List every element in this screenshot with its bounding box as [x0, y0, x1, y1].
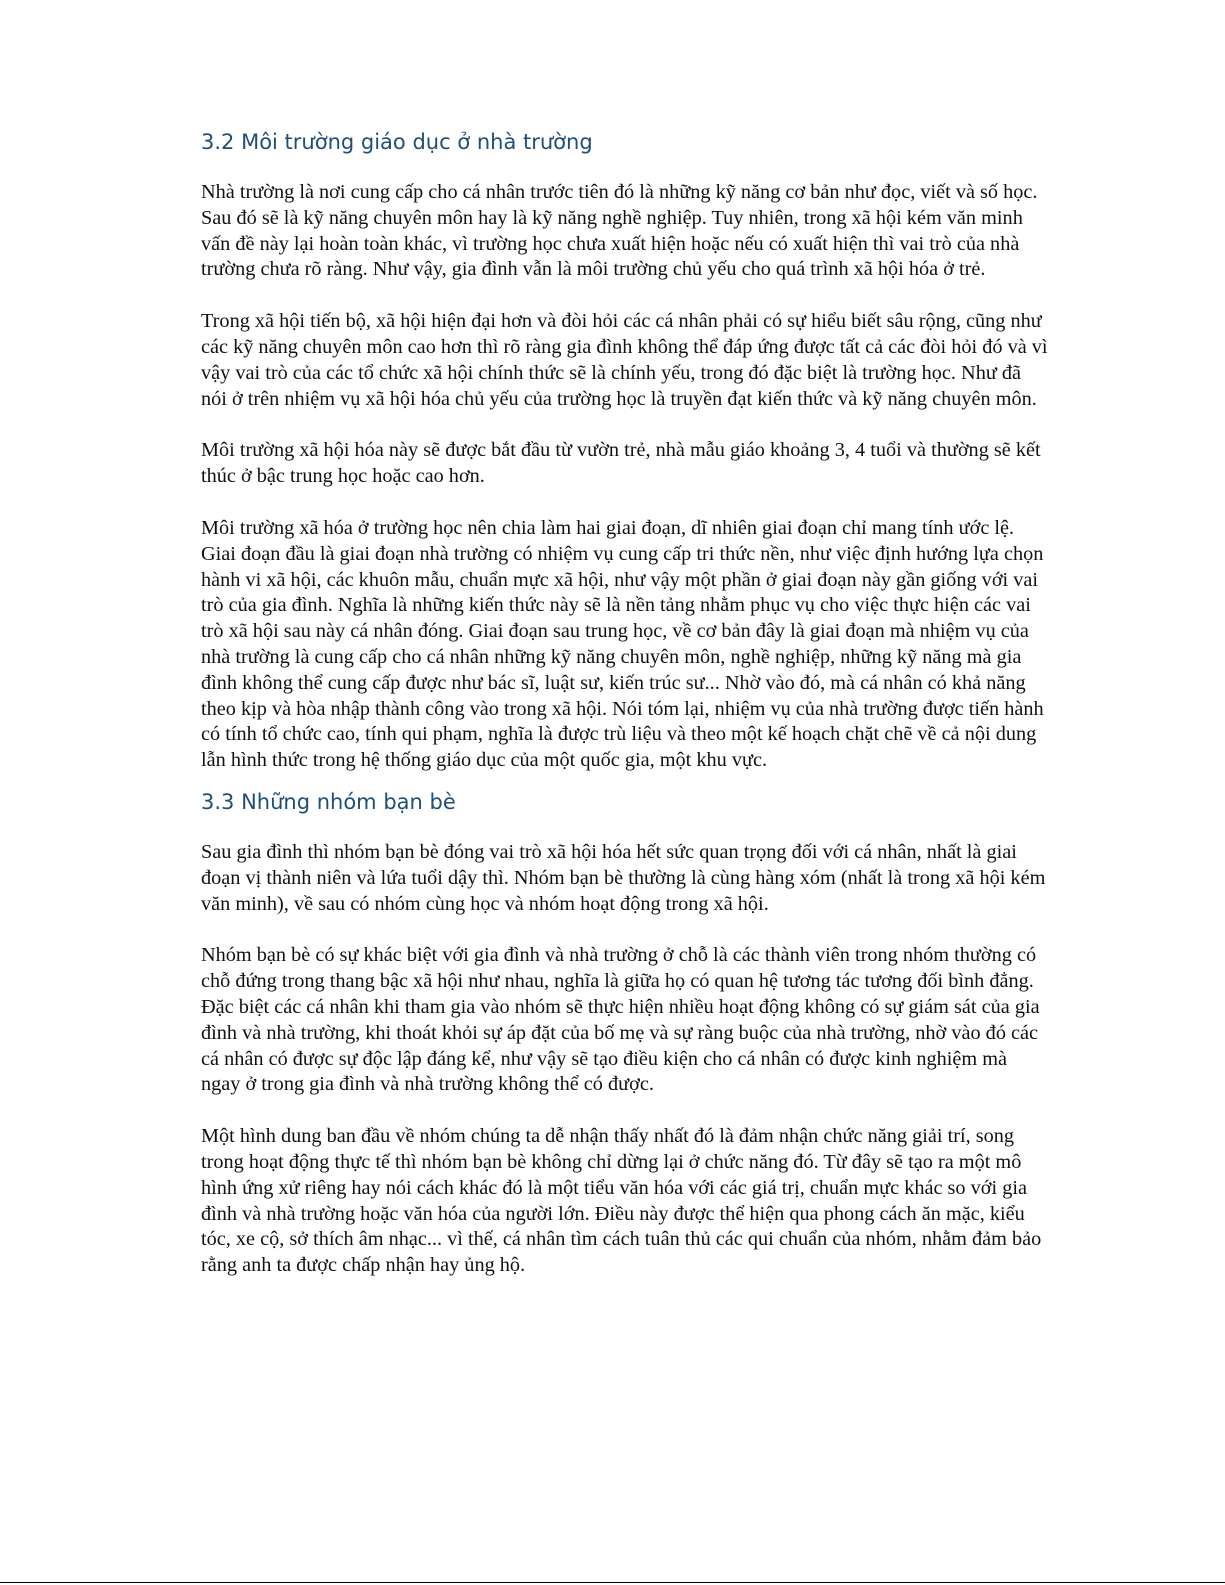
section-heading-3-3: 3.3 Những nhóm bạn bè: [201, 789, 456, 814]
paragraph-3-3-1: Sau gia đình thì nhóm bạn bè đóng vai trò xã hội hóa hết sức quan trọng đối với cá nhân, nhất là giai đoạn vị thành niên và lứa tuổi dậy thì. Nhóm bạn bè thường là cùng hàng xóm (nhất là trong xã hội kém văn minh), về sau có nhóm cùng học và nhóm hoạt động trong xã hội.: [201, 840, 1046, 915]
paragraph-3-2-4: Môi trường xã hóa ở trường học nên chia làm hai giai đoạn, dĩ nhiên giai đoạn chỉ mang tính ước lệ. Giai đoạn đầu là giai đoạn nhà trường có nhiệm vụ cung cấp tri thức nền, như việc định hướng lựa chọn hành vi xã hội, các khuôn mẫu, chuẩn mực xã hội, như vậy một phần ở giai đoạn này gần giống với vai trò của gia đình. Nghĩa là những kiến thức này sẽ là nền tảng nhằm phục vụ cho việc thực hiện các vai trò xã hội sau này cá nhân đóng. Giai đoạn sau trung học, về cơ bản đây là giai đoạn mà nhiệm vụ của nhà trường là cung cấp cho cá nhân những kỹ năng chuyên môn, nghề nghiệp, những kỹ năng mà gia đình không thể cung cấp được như bác sĩ, luật sư, kiến trúc sư... Nhờ vào đó, mà cá nhân có khả năng theo kịp và hòa nhập thành công vào trong xã hội. Nói tóm lại, nhiệm vụ của nhà trường được tiến hành có tính tổ chức cao, tính qui phạm, nghĩa là được trù liệu và theo một kế hoạch chặt chẽ về cả nội dung lẫn hình thức trong hệ thống giáo dục của một quốc gia, một khu vực.: [201, 516, 1044, 772]
paragraph-3-3-2: Nhóm bạn bè có sự khác biệt với gia đình và nhà trường ở chỗ là các thành viên trong nhóm thường có chỗ đứng trong thang bậc xã hội như nhau, nghĩa là giữa họ có quan hệ tương tác tương đối bình đẳng. Đặc biệt các cá nhân khi tham gia vào nhóm sẽ thực hiện nhiều hoạt động không có sự giám sát của gia đình và nhà trường, khi thoát khỏi sự áp đặt của bố mẹ và sự ràng buộc của nhà trường, nhờ vào đó các cá nhân có được sự độc lập đáng kể, như vậy sẽ tạo điều kiện cho cá nhân có được kinh nghiệm mà ngay ở trong gia đình và nhà trường không thể có được.: [201, 944, 1040, 1096]
paragraph-3-2-2: Trong xã hội tiến bộ, xã hội hiện đại hơn và đòi hỏi các cá nhân phải có sự hiểu biết sâu rộng, cũng như các kỹ năng chuyên môn cao hơn thì rõ ràng gia đình không thể đáp ứng được tất cả các đòi hỏi đó và vì vậy vai trò của các tổ chức xã hội chính thức sẽ là chính yếu, trong đó đặc biệt là trường học. Như đã nói ở trên nhiệm vụ xã hội hóa chủ yếu của trường học là truyền đạt kiến thức và kỹ năng chuyên môn.: [201, 310, 1048, 410]
paragraph-3-3-3: Một hình dung ban đầu về nhóm chúng ta dễ nhận thấy nhất đó là đảm nhận chức năng giải trí, song trong hoạt động thực tế thì nhóm bạn bè không chỉ dừng lại ở chức năng đó. Từ đây sẽ tạo ra một mô hình ứng xử riêng hay nói cách khác đó là một tiểu văn hóa với các giá trị, chuẩn mực khác so với gia đình và nhà trường hoặc văn hóa của người lớn. Điều này được thể hiện qua phong cách ăn mặc, kiểu tóc, xe cộ, sở thích âm nhạc... vì thế, cá nhân tìm cách tuân thủ các qui chuẩn của nhóm, nhằm đảm bảo rằng anh ta được chấp nhận hay ủng hộ.: [201, 1125, 1042, 1277]
paragraph-3-2-1: Nhà trường là nơi cung cấp cho cá nhân trước tiên đó là những kỹ năng cơ bản như đọc, viết và số học. Sau đó sẽ là kỹ năng chuyên môn hay là kỹ năng nghề nghiệp. Tuy nhiên, trong xã hội kém văn minh vấn đề này lại hoàn toàn khác, vì trường học chưa xuất hiện hoặc nếu có xuất hiện thì vai trò của nhà trường chưa rõ ràng. Như vậy, gia đình vẫn là môi trường chủ yếu cho quá trình xã hội hóa ở trẻ.: [201, 181, 1038, 281]
paragraph-3-2-3: Môi trường xã hội hóa này sẽ được bắt đầu từ vườn trẻ, nhà mẫu giáo khoảng 3, 4 tuổi và thường sẽ kết thúc ở bậc trung học hoặc cao hơn.: [201, 439, 1041, 488]
section-heading-3-2: 3.2 Môi trường giáo dục ở nhà trường: [201, 130, 593, 154]
document-body: [201, 128, 1051, 1279]
page-bottom-divider: [0, 1582, 1225, 1583]
